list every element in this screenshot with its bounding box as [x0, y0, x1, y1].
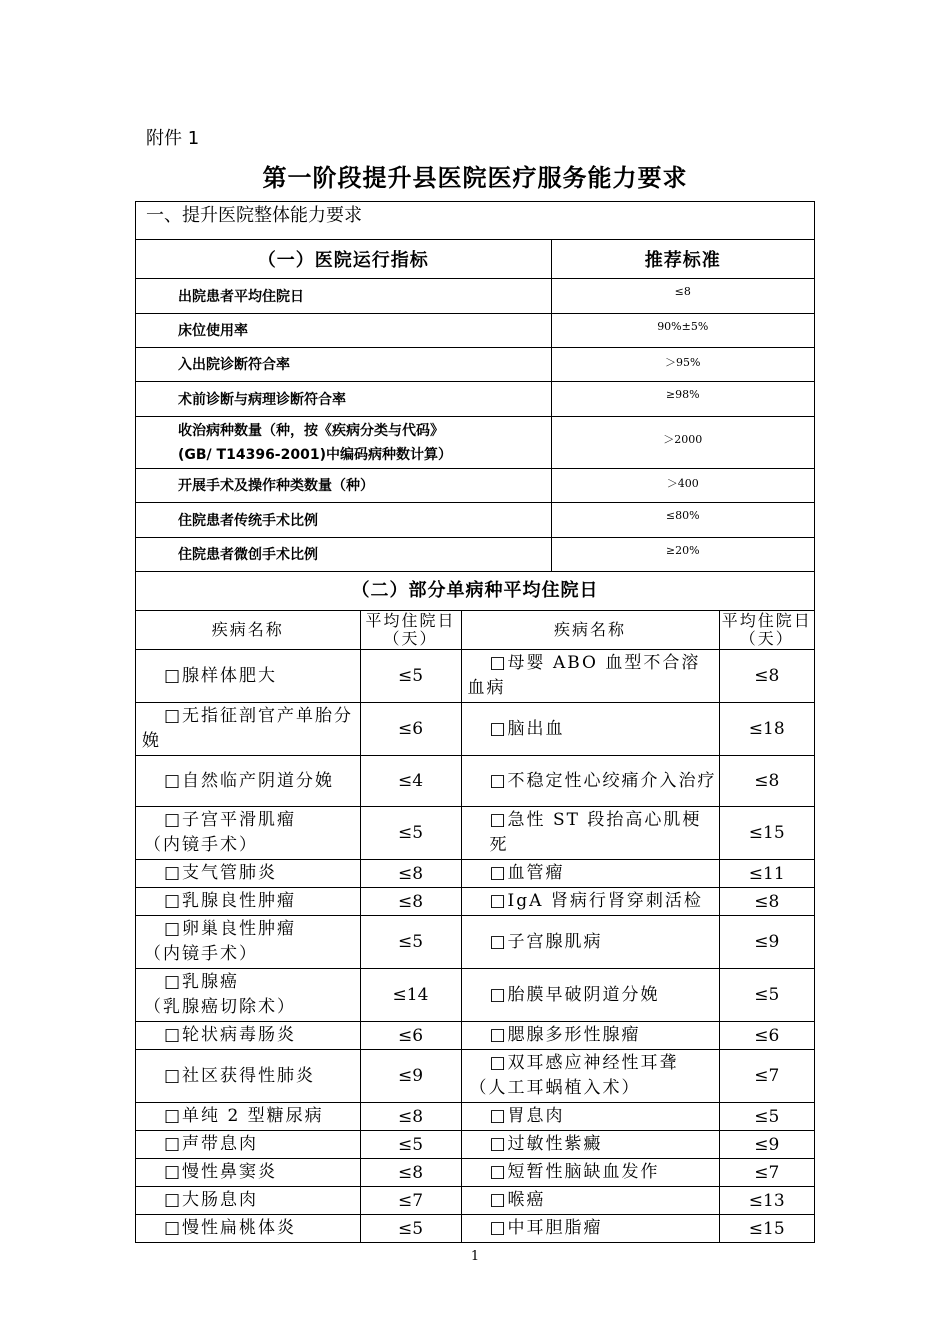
disease-name: □轮状病毒肠炎: [136, 1022, 360, 1050]
table-row: [136, 1103, 814, 1131]
avg-stay-header: 平均住院日（天）: [360, 611, 461, 650]
disease-name: □胎膜早破阴道分娩: [461, 969, 719, 1022]
avg-stay-value: ≤15: [719, 1215, 814, 1243]
indicator-name: 入出院诊断符合率: [136, 347, 551, 381]
disease-name-line2: （内镜手术）: [144, 835, 258, 855]
disease-name: □中耳胆脂瘤: [461, 1215, 719, 1243]
avg-stay-value: ≤4: [360, 756, 461, 807]
indicator-name: 住院患者微创手术比例: [136, 537, 551, 571]
avg-stay-value: ≤15: [719, 807, 814, 860]
attachment-label: 附件 1: [146, 128, 200, 149]
indicator-name: 术前诊断与病理诊断符合率: [136, 381, 551, 416]
avg-stay-value: ≤5: [719, 1103, 814, 1131]
table-row: [136, 756, 814, 807]
avg-stay-value: ≤8: [360, 860, 461, 888]
page-title: 第一阶段提升县医院医疗服务能力要求: [262, 164, 688, 192]
disease-name-line2: （人工耳蜗植入术）: [469, 1078, 641, 1098]
disease-name: □母婴 ABO 血型不合溶血病: [461, 650, 719, 703]
disease-name-header: 疾病名称: [136, 611, 360, 650]
avg-stay-value: ≤8: [719, 650, 814, 703]
indicator-value: ＞400: [551, 468, 814, 502]
disease-name: □腮腺多形性腺瘤: [461, 1022, 719, 1050]
indicator-value: ≤80%: [551, 502, 814, 537]
avg-stay-value: ≤8: [360, 1159, 461, 1187]
disease-name: □自然临产阴道分娩: [136, 756, 360, 807]
table-row: [136, 1215, 814, 1243]
avg-stay-value: ≤6: [360, 1022, 461, 1050]
avg-stay-value: ≤5: [360, 916, 461, 969]
table-row: [136, 1022, 814, 1050]
table-row: [136, 537, 814, 571]
table-row: [136, 650, 814, 703]
table-row: [136, 313, 814, 347]
avg-stay-value: ≤5: [360, 1215, 461, 1243]
disease-name: □支气管肺炎: [136, 860, 360, 888]
indicator-value: ＞95%: [551, 347, 814, 381]
indicator-name: 开展手术及操作种类数量（种）: [136, 468, 551, 502]
disease-name: □喉癌: [461, 1187, 719, 1215]
disease-name: □子宫腺肌病: [461, 916, 719, 969]
avg-stay-value: ≤11: [719, 860, 814, 888]
disease-name: □过敏性紫癜: [461, 1131, 719, 1159]
standard-header: 推荐标准: [644, 249, 721, 271]
indicator-name: 住院患者传统手术比例: [136, 502, 551, 537]
table-row: [136, 703, 814, 756]
avg-stay-value: ≤8: [719, 756, 814, 807]
avg-stay-value: ≤13: [719, 1187, 814, 1215]
disease-name-line1: □乳腺癌: [164, 972, 240, 992]
avg-stay-value: ≤8: [360, 888, 461, 916]
indicator-name: 床位使用率: [136, 313, 551, 347]
indicator-name: [136, 416, 551, 468]
disease-name: [461, 1050, 719, 1103]
avg-stay-value: ≤7: [719, 1159, 814, 1187]
table-row: [136, 416, 814, 468]
avg-stay-header: 平均住院日（天）: [719, 611, 814, 650]
disease-name: □短暂性脑缺血发作: [461, 1159, 719, 1187]
page-number: 1: [470, 1249, 480, 1264]
disease-name: □胃息肉: [461, 1103, 719, 1131]
disease-name: □腺样体肥大: [136, 650, 360, 703]
disease-name: □慢性鼻窦炎: [136, 1159, 360, 1187]
indicator-value: ＞2000: [551, 416, 814, 468]
avg-stay-value: ≤7: [360, 1187, 461, 1215]
indicator-value: ≥98%: [551, 381, 814, 416]
disease-name-line1: □卵巢良性肿瘤: [164, 919, 297, 939]
disease-name: [136, 807, 360, 860]
indicator-value: 90%±5%: [551, 313, 814, 347]
disease-name: □乳腺良性肿瘤: [136, 888, 360, 916]
disease-name: [136, 969, 360, 1022]
disease-name: □急性 ST 段抬高心肌梗死: [461, 807, 719, 860]
disease-name-line1: □双耳感应神经性耳聋: [489, 1053, 679, 1073]
avg-stay-value: ≤7: [719, 1050, 814, 1103]
avg-stay-value: ≤9: [719, 916, 814, 969]
avg-stay-value: ≤8: [360, 1103, 461, 1131]
table-row: [136, 1187, 814, 1215]
indicator-name: 出院患者平均住院日: [136, 278, 551, 313]
disease-stay-table: [136, 610, 814, 1242]
table-header-row: [136, 611, 814, 650]
indicator-value: ≤8: [551, 278, 814, 313]
avg-stay-value: ≤6: [360, 703, 461, 756]
table-row: [136, 1050, 814, 1103]
table-row: [136, 502, 814, 537]
avg-stay-value: ≤8: [719, 888, 814, 916]
avg-stay-value: ≤18: [719, 703, 814, 756]
requirements-table: [135, 201, 815, 1243]
table-row: [136, 347, 814, 381]
disease-name: □单纯 2 型糖尿病: [136, 1103, 360, 1131]
table-row: [136, 969, 814, 1022]
avg-stay-value: ≤6: [719, 1022, 814, 1050]
disease-name: □血管瘤: [461, 860, 719, 888]
disease-name: □脑出血: [461, 703, 719, 756]
avg-stay-value: ≤9: [360, 1050, 461, 1103]
table-row: [136, 807, 814, 860]
table-row: [136, 381, 814, 416]
section1-title: 一、提升医院整体能力要求: [136, 202, 814, 240]
disease-name: □大肠息肉: [136, 1187, 360, 1215]
disease-name-line1: □子宫平滑肌瘤: [164, 810, 297, 830]
table-row: [136, 888, 814, 916]
section2-title: （二）部分单病种平均住院日: [136, 571, 814, 610]
table-row: [136, 1159, 814, 1187]
indicator-value: ≥20%: [551, 537, 814, 571]
avg-stay-value: ≤5: [360, 650, 461, 703]
indicator-name-line1: 收治病种数量（种，按《疾病分类与代码》: [178, 422, 444, 439]
disease-name: □社区获得性肺炎: [136, 1050, 360, 1103]
avg-stay-value: ≤5: [360, 807, 461, 860]
table-row: [136, 1131, 814, 1159]
table-row: [136, 278, 814, 313]
disease-name: □无指征剖官产单胎分娩: [136, 703, 360, 756]
disease-name: □不稳定性心绞痛介入治疗: [461, 756, 719, 807]
table-row: [136, 916, 814, 969]
disease-name-header: 疾病名称: [461, 611, 719, 650]
operation-indicators-table: [136, 240, 814, 571]
disease-name: □声带息肉: [136, 1131, 360, 1159]
avg-stay-value: ≤5: [360, 1131, 461, 1159]
disease-name: □慢性扁桃体炎: [136, 1215, 360, 1243]
disease-name: □IgA 肾病行肾穿刺活检: [461, 888, 719, 916]
table-row: [136, 860, 814, 888]
disease-name-line2: （乳腺癌切除术）: [144, 997, 296, 1017]
avg-stay-value: ≤14: [360, 969, 461, 1022]
disease-name: [136, 916, 360, 969]
avg-stay-value: ≤5: [719, 969, 814, 1022]
table-row: [136, 468, 814, 502]
disease-name-line2: （内镜手术）: [144, 944, 258, 964]
indicator-name-line2: (GB/ T14396-2001)中编码病种数计算）: [178, 446, 452, 463]
indicator-header: （一）医院运行指标: [136, 240, 551, 278]
avg-stay-value: ≤9: [719, 1131, 814, 1159]
